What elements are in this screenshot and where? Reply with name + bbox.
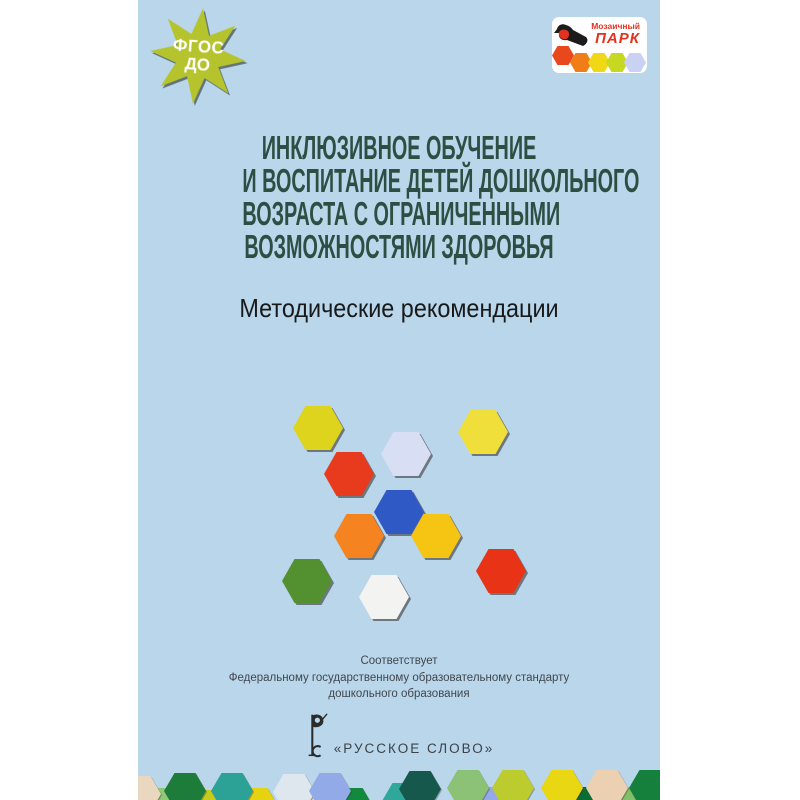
strip-hex-pine bbox=[399, 771, 441, 800]
title-line-4: ВОЗМОЖНОСТЯМИ ЗДОРОВЬЯ bbox=[244, 228, 554, 265]
bottom-hexagon-strip bbox=[138, 0, 660, 800]
strip-hex-beige-edge bbox=[138, 776, 161, 800]
title-line-2: И ВОСПИТАНИЕ ДЕТЕЙ ДОШКОЛЬНОГО bbox=[242, 162, 640, 199]
strip-hex-peach bbox=[586, 770, 628, 800]
compliance-line-3: дошкольного образования bbox=[328, 688, 470, 700]
brand-name-big: ПАРК bbox=[595, 30, 640, 47]
strip-hex-yellow2 bbox=[541, 770, 583, 800]
badge-line-fgos: ФГОС bbox=[172, 35, 225, 58]
title-line-1: ИНКЛЮЗИВНОЕ ОБУЧЕНИЕ bbox=[261, 129, 537, 166]
publisher-name: «РУССКОЕ СЛОВО» bbox=[333, 741, 495, 756]
title-line-3: ВОЗРАСТА С ОГРАНИЧЕННЫМИ bbox=[242, 195, 561, 232]
strip-hex-lavender2 bbox=[309, 773, 351, 800]
compliance-line-1: Соответствует bbox=[360, 655, 438, 667]
badge-line-do: ДО bbox=[184, 54, 211, 75]
book-cover bbox=[138, 0, 660, 800]
strip-hex-darkgreen3 bbox=[629, 770, 660, 800]
brand-name-small: Мозаичный bbox=[591, 21, 640, 31]
book-subtitle: Методические рекомендации bbox=[239, 293, 559, 323]
strip-hex-lightgreen3 bbox=[447, 770, 489, 800]
strip-hex-teal2 bbox=[211, 773, 253, 800]
strip-hex-yellowgreen bbox=[492, 770, 534, 800]
strip-hex-darkgreen2 bbox=[164, 773, 206, 800]
compliance-line-2: Федеральному государственному образовательному стандарту bbox=[228, 671, 570, 684]
